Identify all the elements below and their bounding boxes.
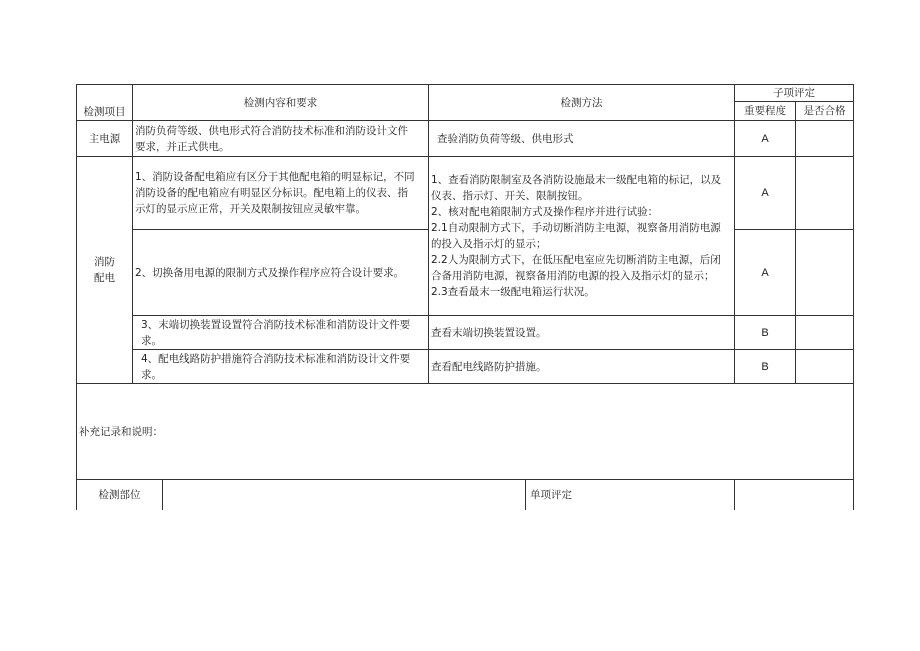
fire-distribution-content-1 [133,157,429,230]
remarks-row [77,384,854,480]
fire-distribution-item-line: 配电 [94,272,115,284]
main-power-row [77,121,854,157]
content-line: 求。 [141,368,162,381]
header-content: 检测内容和要求 [133,85,429,121]
footer-row [77,480,854,510]
method-line: 1、查看消防限制室及各消防设施最末一级配电箱的标记，以及 [431,174,722,186]
fire-distribution-row-1 [77,157,854,230]
footer-location-label: 检测部位 [77,480,163,510]
inspection-table [76,84,854,510]
fire-distribution-method-12 [429,157,735,316]
fire-distribution-content-3 [133,316,429,350]
main-power-method: 查验消防负荷等级、供电形式 [429,121,735,157]
fire-distribution-row-4 [77,350,854,384]
header-importance: 重要程度 [735,102,796,121]
fire-distribution-qualified-cell-4[interactable] [796,350,854,384]
fire-distribution-importance-1: A [735,157,796,230]
content-line: 2、切换备用电源的限制方式及操作程序应符合设计要求。 [135,266,405,279]
main-power-qualified-cell[interactable] [796,121,854,157]
method-line: 的投入及指示灯的显示； [431,238,547,250]
content-line: 4、配电线路防护措施符合消防技术标准和消防设计文件要 [141,352,411,365]
header-item: 检测项目 [77,85,133,121]
content-line: 示灯的显示应正常，开关及限制按钮应灵敏牢靠。 [135,203,366,215]
fire-distribution-qualified-cell-2[interactable] [796,230,854,316]
main-power-item: 主电源 [77,121,133,157]
method-line: 仪表、指示灯、开关、限制按钮。 [431,190,589,202]
main-power-importance: A [735,121,796,157]
content-line: 3、末端切换装置设置符合消防技术标准和消防设计文件要 [141,318,411,331]
footer-location-value[interactable] [163,480,526,510]
main-power-content-line: 要求，并正式供电。 [135,140,230,153]
footer-evaluation-value[interactable] [735,480,854,510]
content-line: 消防设备的配电箱应有明显区分标识。配电箱上的仪表、指 [135,187,408,199]
content-line: 1、消防设备配电箱应有区分于其他配电箱的明显标记，不同 [135,171,415,183]
main-power-content-line: 消防负荷等级、供电形式符合消防技术标准和消防设计文件 [135,124,408,137]
header-qualified: 是否合格 [796,102,854,121]
fire-distribution-importance-2: A [735,230,796,316]
fire-distribution-importance-4: B [735,350,796,384]
fire-distribution-row-3 [77,316,854,350]
method-line: 2.3查看最末一级配电箱运行状况。 [431,286,595,298]
fire-distribution-importance-3: B [735,316,796,350]
method-line: 2、核对配电箱限制方式及操作程序并进行试验： [431,206,659,218]
content-line: 求。 [141,334,162,347]
fire-distribution-qualified-cell-3[interactable] [796,316,854,350]
fire-distribution-method-3: 查看末端切换装置设置。 [429,316,735,350]
header-sub-evaluation: 子项评定 [735,85,854,102]
fire-distribution-method-4: 查看配电线路防护措施。 [429,350,735,384]
fire-distribution-item-line: 消防 [94,256,115,268]
remarks-cell[interactable] [77,384,854,480]
fire-distribution-qualified-cell-1[interactable] [796,157,854,230]
fire-distribution-item [77,157,133,384]
footer-evaluation-label: 单项评定 [526,480,735,510]
method-line: 2.1自动限制方式下，手动切断消防主电源，视察备用消防电源 [431,222,721,234]
fire-distribution-content-2 [133,230,429,316]
fire-distribution-content-4 [133,350,429,384]
method-line: 2.2人为限制方式下，在低压配电室应先切断消防主电源，后闭 [431,254,721,266]
main-power-content [133,121,429,157]
method-line: 合备用消防电源，视察备用消防电源的投入及指示灯的显示； [431,270,715,282]
remarks-label: 补充记录和说明： [79,425,163,438]
header-method: 检测方法 [429,85,735,121]
